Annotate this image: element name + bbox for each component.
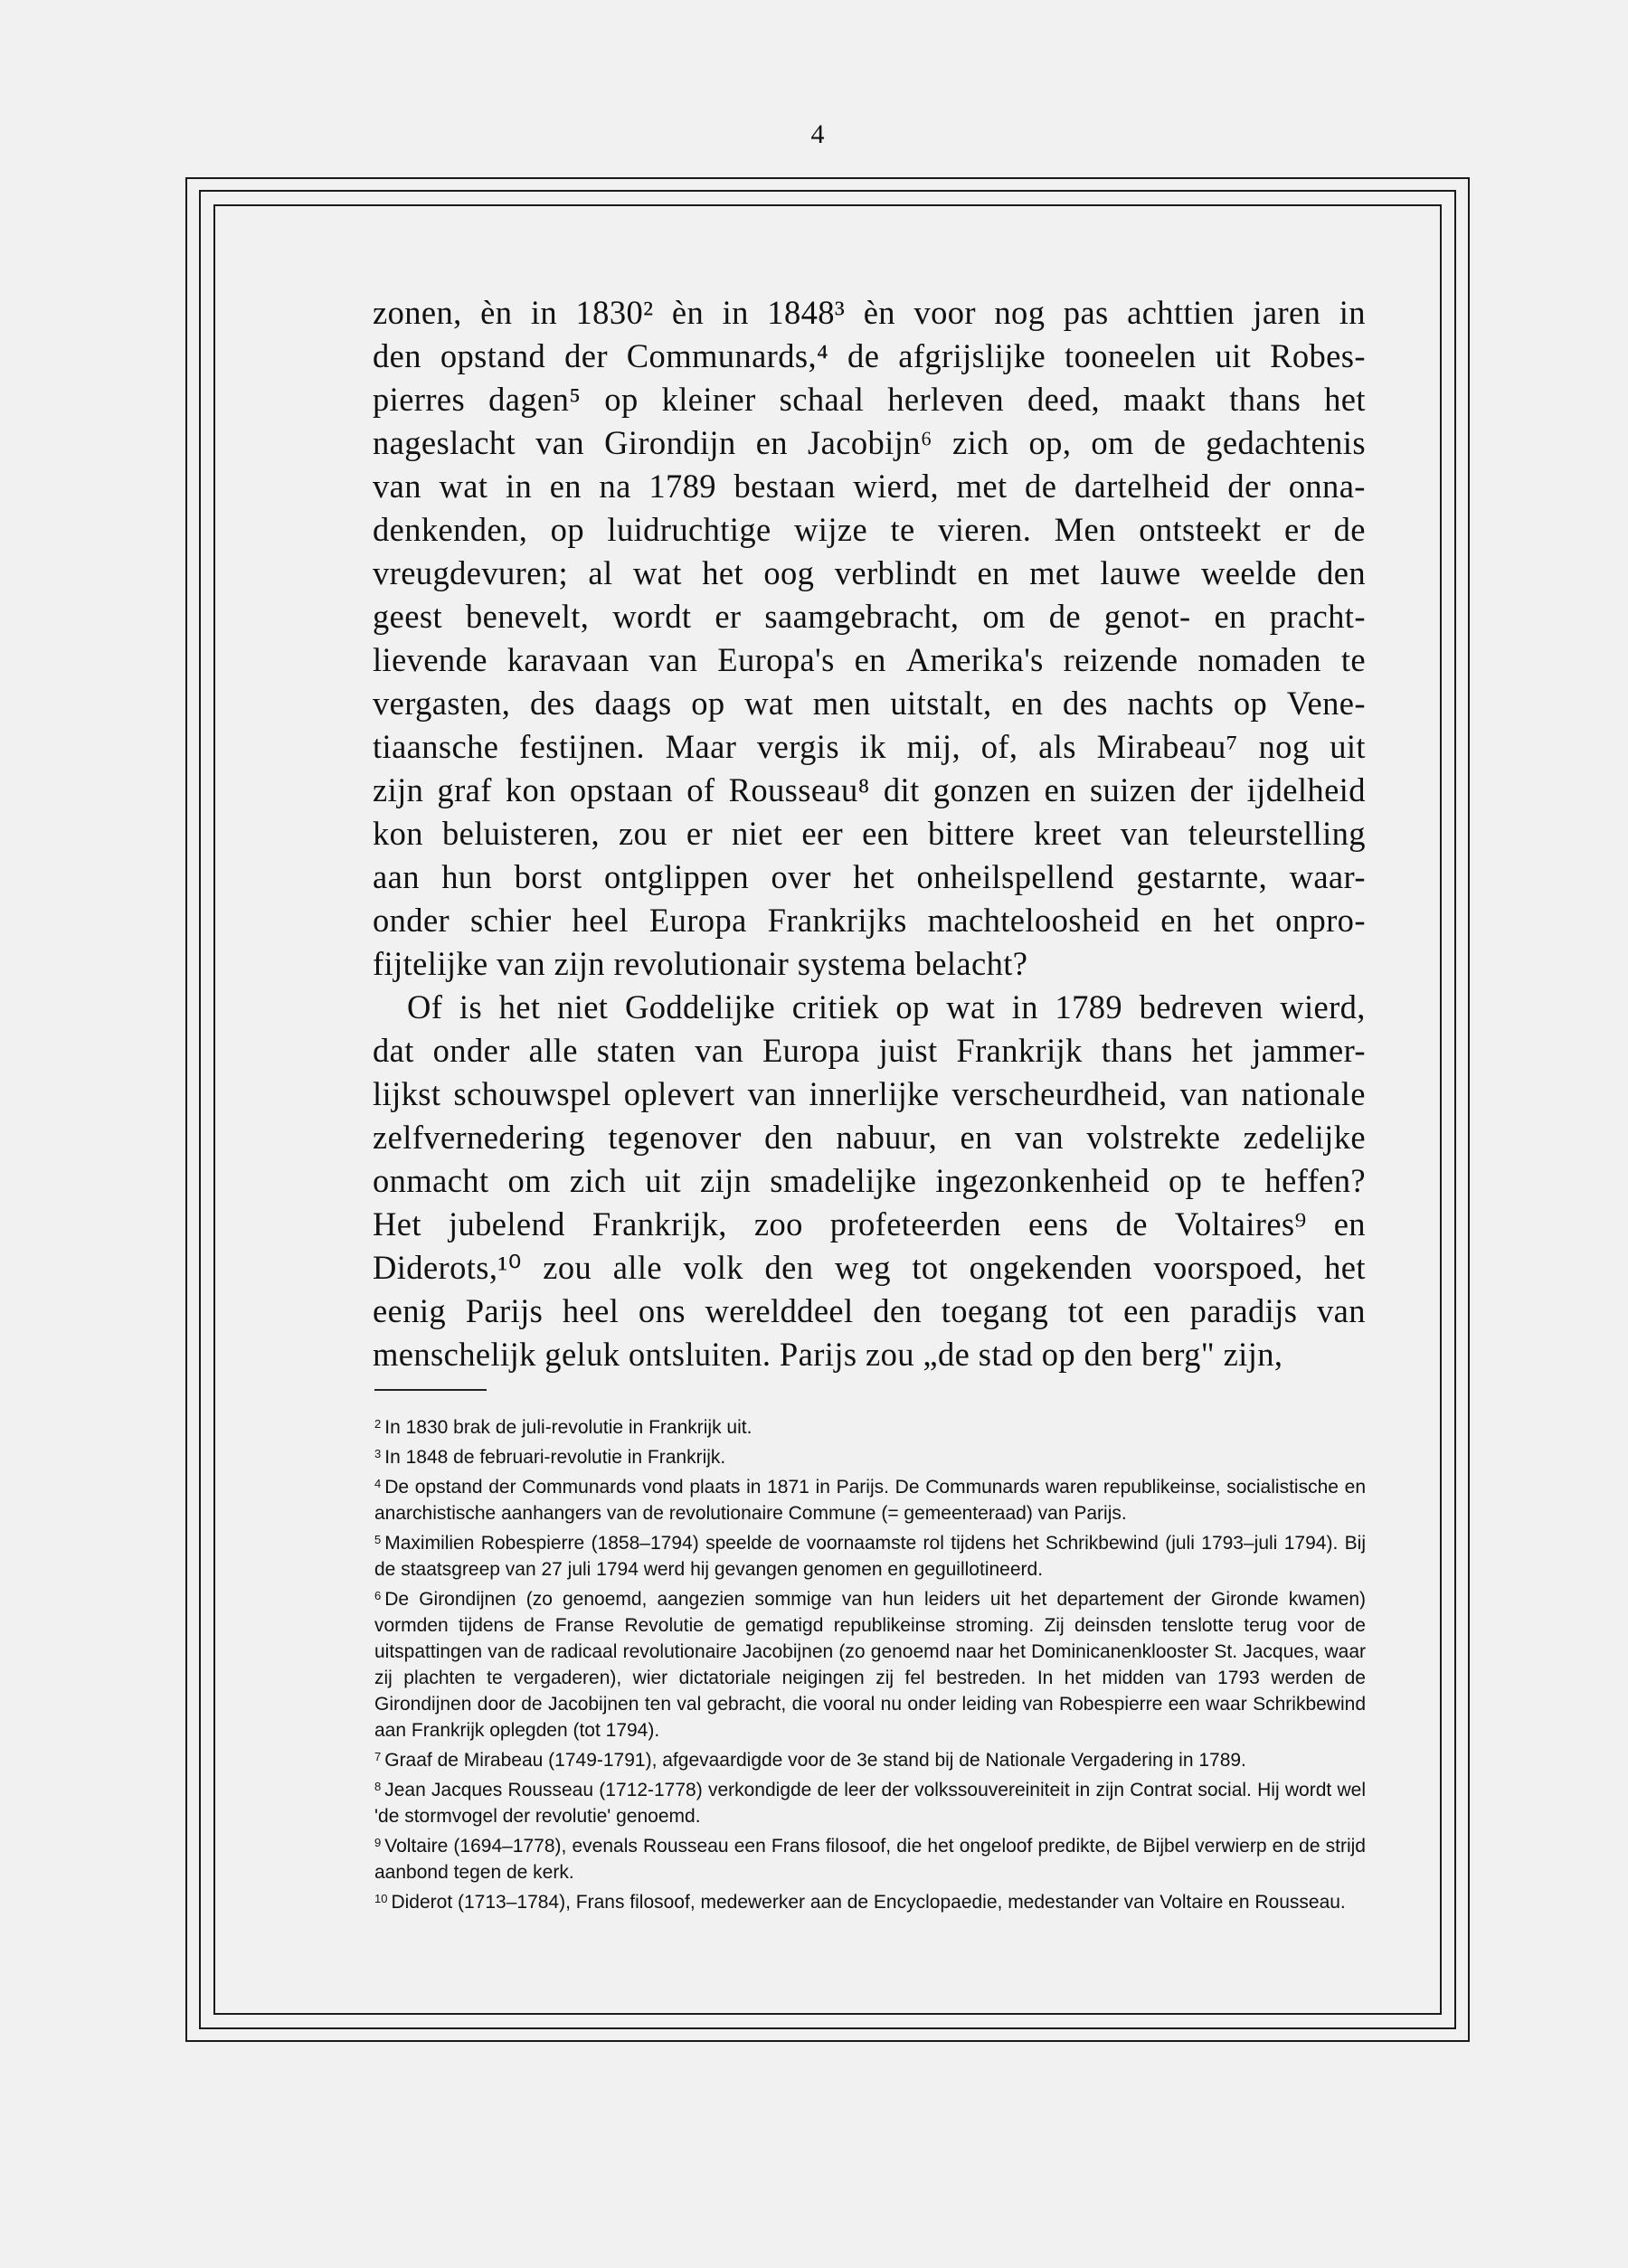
body-line: tiaansche festijnen. Maar vergis ik mij, of, als Mirabeau⁷ nog uit — [373, 728, 1366, 765]
body-line: Of is het niet Goddelijke critiek op wat in 1789 bedreven wierd, — [407, 988, 1366, 1025]
footnote-text: Jean Jacques Rousseau (1712-1778) verkondigde de leer der volkssouvereiniteit in zijn Contrat social. Hij wordt wel 'de stormvogel der revolutie' genoemd. — [374, 1780, 1366, 1827]
body-line: denkenden, op luidruchtige wijze te vieren. Men ontsteekt er de — [373, 511, 1366, 548]
footnote-text: Diderot (1713–1784), Frans filosoof, medewerker aan de Encyclopaedie, medestander van Voltaire en Rousseau. — [391, 1892, 1346, 1913]
footnote-number: 3 — [374, 1447, 382, 1460]
footnote — [374, 1411, 1366, 1441]
footnote-number: 10 — [374, 1892, 388, 1905]
footnote — [374, 1829, 1366, 1885]
footnote-text: De opstand der Communards vond plaats in 1871 in Parijs. De Communards waren republikeinse, socialistische en anarchistische aanhangers van de revolutionaire Commune (= gemeenteraad) van Parijs. — [374, 1477, 1366, 1524]
footnote-number: 7 — [374, 1750, 382, 1763]
body-line: vreugdevuren; al wat het oog verblindt en met lauwe weelde den — [373, 554, 1366, 591]
body-line: fijtelijke van zijn revolutionair systema belacht? — [373, 945, 1028, 982]
body-line: zijn graf kon opstaan of Rousseau⁸ dit gonzen en suizen der ijdelheid — [373, 771, 1366, 808]
body-line: zonen, èn in 1830² èn in 1848³ èn voor nog pas achttien jaren in — [373, 294, 1366, 331]
body-line: dat onder alle staten van Europa juist Frankrijk thans het jammer- — [373, 1032, 1366, 1069]
body-line: onder schier heel Europa Frankrijks machteloosheid en het onpro- — [373, 902, 1366, 939]
body-line: Diderots,¹⁰ zou alle volk den weg tot ongekenden voorspoed, het — [373, 1249, 1366, 1286]
footnote-number: 2 — [374, 1417, 382, 1431]
footnote-number: 8 — [374, 1780, 382, 1793]
body-line: menschelijk geluk ontsluiten. Parijs zou „de stad op den berg" zijn, — [373, 1336, 1283, 1373]
footnote — [374, 1583, 1366, 1744]
body-line: aan hun borst ontglippen over het onheilspellend gestarnte, waar- — [373, 858, 1366, 895]
footnote-text: De Girondijnen (zo genoemd, aangezien sommige van hun leiders uit het departement der Gironde kwamen) vormden tijdens de Franse Revolutie de gematigd republikeinse stroming. Zij deinsden tenslotte terug voor de uitspattingen van de radicaal revolutionaire Jacobijnen (zo genoemd naar het Dominicanenklooster St. Jacques, waar zij plachten te vergaderen), wier dictatoriale neigingen zij fel bestreden. In het midden van 1793 werden de Girondijnen door de Jacobijnen ten val gebracht, die vooral nu onder leiding van Robespierre een waar Schrikbewind aan Frankrijk oplegden (tot 1794). — [374, 1589, 1366, 1741]
body-line: onmacht om zich uit zijn smadelijke ingezonkenheid op te heffen? — [373, 1162, 1366, 1199]
footnote — [374, 1744, 1366, 1773]
footnote — [374, 1441, 1366, 1470]
page-number: 4 — [810, 119, 825, 149]
body-line: kon beluisteren, zou er niet eer een bittere kreet van teleurstelling — [373, 815, 1366, 852]
footnote-number: 9 — [374, 1836, 382, 1849]
body-line: lievende karavaan van Europa's en Amerika's reizende nomaden te — [373, 641, 1366, 678]
body-line: vergasten, des daags op wat men uitstalt, en des nachts op Vene- — [373, 685, 1366, 722]
footnote-text: Graaf de Mirabeau (1749-1791), afgevaardigde voor de 3e stand bij de Nationale Vergadering in 1789. — [384, 1750, 1246, 1771]
body-line: eenig Parijs heel ons werelddeel den toegang tot een paradijs van — [373, 1292, 1366, 1329]
footnote-text: Maximilien Robespierre (1858–1794) speelde de voornaamste rol tijdens het Schrikbewind (juli 1793–juli 1794). Bij de staatsgreep van 27 juli 1794 werd hij gevangen genomen en geguillotineerd. — [374, 1533, 1366, 1580]
footnotes — [374, 1411, 1366, 1915]
footnote — [374, 1773, 1366, 1829]
footnote-separator — [374, 1389, 487, 1391]
footnote-text: Voltaire (1694–1778), evenals Rousseau een Frans filosoof, die het ongeloof predikte, de Bijbel verwierp en de strijd aanbond tegen de kerk. — [374, 1836, 1366, 1883]
body-line: van wat in en na 1789 bestaan wierd, met de dartelheid der onna- — [373, 468, 1366, 505]
footnote-text: In 1848 de februari-revolutie in Frankrijk. — [384, 1447, 726, 1468]
footnote-number: 5 — [374, 1533, 382, 1546]
body-text — [373, 291, 1366, 1376]
footnote-text: In 1830 brak de juli-revolutie in Frankrijk uit. — [384, 1417, 752, 1438]
body-line: nageslacht van Girondijn en Jacobijn⁶ zich op, om de gedachtenis — [373, 424, 1366, 461]
body-line: zelfvernedering tegenover den nabuur, en van volstrekte zedelijke — [373, 1119, 1366, 1156]
body-line: lijkst schouwspel oplevert van innerlijke verscheurdheid, van nationale — [373, 1075, 1366, 1112]
footnote — [374, 1470, 1366, 1526]
footnote-number: 4 — [374, 1477, 382, 1490]
body-line: pierres dagen⁵ op kleiner schaal herleven deed, maakt thans het — [373, 381, 1366, 418]
body-line: den opstand der Communards,⁴ de afgrijslijke tooneelen uit Robes- — [373, 337, 1366, 374]
footnote — [374, 1526, 1366, 1583]
body-line: geest benevelt, wordt er saamgebracht, om de genot- en pracht- — [373, 598, 1366, 635]
body-line: Het jubelend Frankrijk, zoo profeteerden eens de Voltaires⁹ en — [373, 1205, 1366, 1243]
footnote-number: 6 — [374, 1589, 382, 1602]
footnote — [374, 1885, 1366, 1915]
